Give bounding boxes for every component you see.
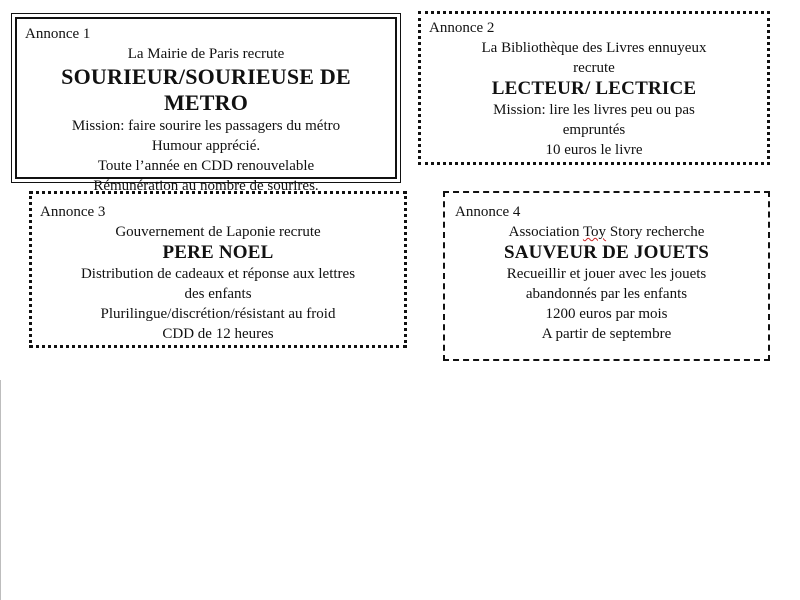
ad-1-title: SOURIEUR/SOURIEUSE DE METRO: [61, 64, 351, 115]
ad-box-1-inner-border: [15, 17, 397, 194]
ad-box-2: [418, 11, 770, 165]
ad-3-line-1: Distribution de cadeaux et réponse aux lettres: [80, 266, 356, 282]
ad-2-title: LECTEUR/ LECTRICE: [491, 78, 697, 99]
ad-2-intro-1: La Bibliothèque des Livres ennuyeux: [481, 40, 707, 56]
ad-4-intro-suffix: Story recherche: [606, 224, 705, 240]
ad-2-intro-2: recrute: [573, 60, 615, 76]
ad-3-line-3: Plurilingue/discrétion/résistant au froid: [100, 306, 336, 322]
ad-2-line-3: 10 euros le livre: [545, 142, 643, 158]
ad-3-line-2: des enfants: [184, 286, 252, 302]
ad-1-line-2: Humour apprécié.: [151, 138, 261, 154]
ad-1-intro: La Mairie de Paris recrute: [127, 46, 285, 62]
ad-4-title: SAUVEUR DE JOUETS: [503, 242, 710, 263]
ad-4-intro-spellcheck-word: Toy: [582, 224, 607, 240]
ad-box-1: [11, 13, 401, 194]
ad-1-line-4: Rémunération au nombre de sourires.: [93, 178, 319, 194]
ad-1-label: Annonce 1: [25, 26, 91, 42]
page-edge-line: [0, 380, 1, 600]
ad-1-line-3: Toute l’année en CDD renouvelable: [97, 158, 315, 174]
ad-4-line-3: 1200 euros par mois: [545, 306, 668, 322]
ad-1-line-1: Mission: faire sourire les passagers du métro: [71, 118, 341, 134]
ad-4-line-2: abandonnés par les enfants: [525, 286, 688, 302]
ad-2-line-1: Mission: lire les livres peu ou pas: [493, 102, 695, 118]
ad-4-line-4: A partir de septembre: [541, 326, 672, 342]
ad-3-line-4: CDD de 12 heures: [162, 326, 274, 342]
ad-3-title: PERE NOEL: [162, 242, 274, 263]
ad-3-intro: Gouvernement de Laponie recrute: [115, 224, 321, 240]
ad-4-label: Annonce 4: [455, 204, 521, 220]
ad-4-intro: [455, 222, 758, 242]
ad-box-4: [443, 191, 770, 361]
ad-4-intro-prefix: Association: [508, 224, 583, 240]
ad-box-3: [29, 191, 407, 348]
ad-2-label: Annonce 2: [429, 20, 495, 36]
ad-4-line-1: Recueillir et jouer avec les jouets: [506, 266, 707, 282]
ad-2-line-2: empruntés: [562, 122, 626, 138]
ad-3-label: Annonce 3: [40, 204, 106, 220]
